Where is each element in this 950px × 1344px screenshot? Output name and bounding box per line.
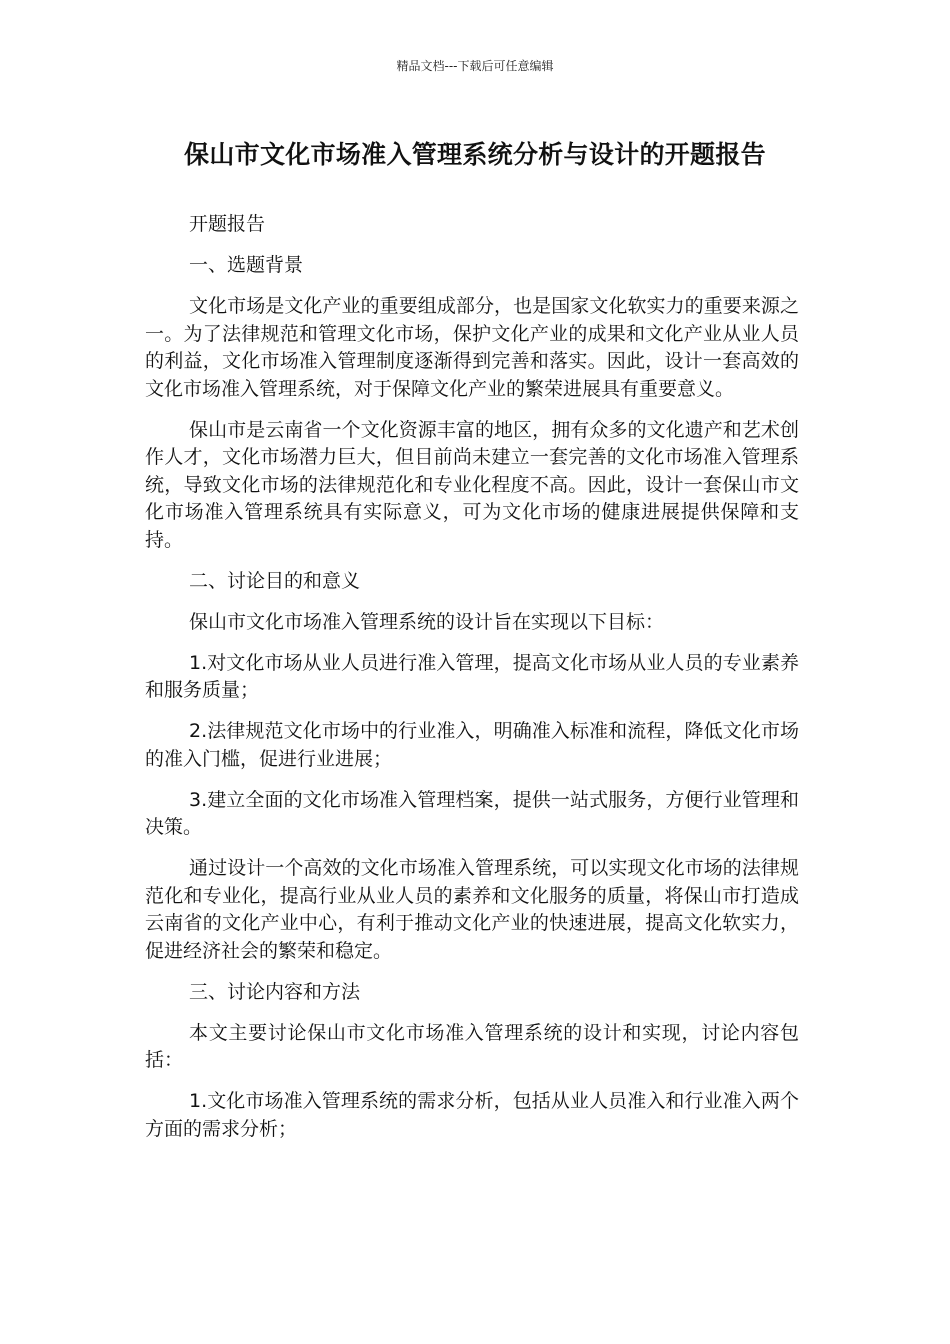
paragraph-purpose-summary: 通过设计一个高效的文化市场准入管理系统，可以实现文化市场的法律规范化和专业化，提高行业从业人员的素养和文化服务的质量，将保山市打造成云南省的文化产业中心，有利于推动文化产业的快速进展，提高文化软实力，促进经济社会的繁荣和稳定。 — [145, 857, 799, 962]
section-heading-content-method: 三、讨论内容和方法 — [189, 980, 361, 1003]
document-body — [145, 211, 799, 1157]
list-item-goal-1: 1.对文化市场从业人员进行准入管理，提高文化市场从业人员的专业素养和服务质量； — [145, 651, 799, 701]
section-heading-background: 一、选题背景 — [189, 254, 304, 276]
paragraph-purpose-intro: 保山市文化市场准入管理系统的设计旨在实现以下目标： — [189, 610, 665, 633]
section-heading-purpose: 二、讨论目的和意义 — [189, 569, 361, 592]
paragraph-background-2: 保山市是云南省一个文化资源丰富的地区，拥有众多的文化遗产和艺术创作人才，文化市场潜力巨大，但目前尚未建立一套完善的文化市场准入管理系统，导致文化市场的法律规范化和专业化程度不高。因此，设计一套保山市文化市场准入管理系统具有实际意义，可为文化市场的健康进展提供保障和支持。 — [145, 418, 799, 551]
list-item-content-1: 1.文化市场准入管理系统的需求分析，包括从业人员准入和行业准入两个方面的需求分析； — [145, 1090, 799, 1140]
paragraph-background-1: 文化市场是文化产业的重要组成部分，也是国家文化软实力的重要来源之一。为了法律规范和管理文化市场，保护文化产业的成果和文化产业从业人员的利益，文化市场准入管理制度逐渐得到完善和落实。因此，设计一套高效的文化市场准入管理系统，对于保障文化产业的繁荣进展具有重要意义。 — [145, 295, 799, 400]
document-title: 保山市文化市场准入管理系统分析与设计的开题报告 — [184, 140, 766, 169]
list-item-goal-3: 3.建立全面的文化市场准入管理档案，提供一站式服务，方便行业管理和决策。 — [145, 788, 799, 838]
header-note: 精品文档---下载后可任意编辑 — [396, 59, 554, 73]
paragraph-content-intro: 本文主要讨论保山市文化市场准入管理系统的设计和实现，讨论内容包括： — [145, 1021, 799, 1071]
section-label-report: 开题报告 — [189, 213, 266, 235]
list-item-goal-2: 2.法律规范文化市场中的行业准入，明确准入标准和流程，降低文化市场的准入门槛，促进行业进展； — [145, 720, 799, 770]
